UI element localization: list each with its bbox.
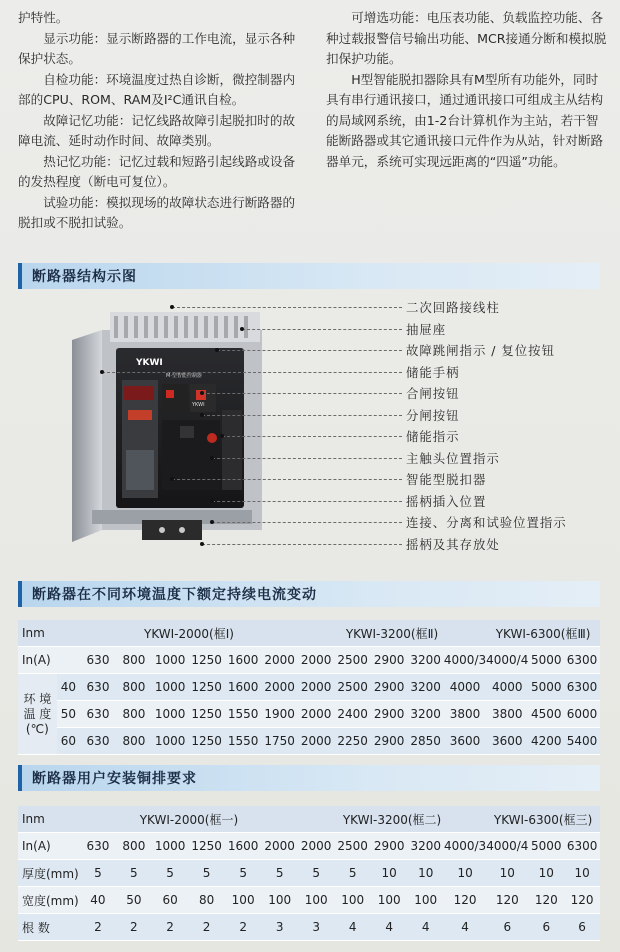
frame-header: YKWI-6300(框Ⅲ): [486, 620, 600, 647]
leader-line: [172, 307, 402, 308]
table-cell: 10: [371, 860, 408, 887]
diagram-label: 储能手柄: [406, 364, 460, 380]
temperature-value: 50: [57, 701, 80, 728]
table-cell: 2250: [334, 728, 371, 755]
table-cell: 2000: [298, 833, 335, 860]
diagram-label: 摇柄及其存放处: [406, 536, 500, 552]
table-cell: 2850: [407, 728, 444, 755]
table-row: [18, 701, 600, 728]
table-cell: 5000: [528, 674, 564, 701]
section-header-copper-bar: [18, 765, 600, 791]
table-cell: 4: [407, 914, 444, 941]
table-cell: 120: [486, 887, 528, 914]
leader-line: [172, 479, 402, 480]
temperature-value: 40: [57, 674, 80, 701]
leader-line: [212, 501, 402, 502]
table-cell: 4500: [528, 701, 564, 728]
table-cell: 120: [444, 887, 486, 914]
table-cell: 2: [188, 914, 225, 941]
front-logo-label: YKWI: [192, 402, 205, 408]
table-cell: 1250: [188, 833, 225, 860]
table-cell: 80: [188, 887, 225, 914]
table-cell: 1000: [152, 728, 189, 755]
leader-dot: [210, 456, 214, 460]
table-cell: 2000: [261, 833, 298, 860]
diagram-label: 主触头位置指示: [406, 450, 500, 466]
table-cell: 2500: [334, 647, 371, 674]
table-cell: 800: [116, 728, 152, 755]
table-cell: 6300: [564, 647, 600, 674]
paragraph: 试验功能：模拟现场的故障状态进行断路器的脱扣或不脱扣试验。: [18, 194, 296, 230]
leader-dot: [170, 477, 174, 481]
table-cell: 4: [444, 914, 486, 941]
inm-label: Inm: [18, 806, 80, 833]
table-cell: 100: [334, 887, 371, 914]
leader-dot: [200, 542, 204, 546]
table-cell: 6300: [564, 833, 600, 860]
table-cell: 1550: [225, 728, 262, 755]
table-cell: 4000/3: [444, 833, 486, 860]
table-cell: 5000: [528, 647, 564, 674]
leader-dot: [200, 413, 204, 417]
temperature-label-line: (℃): [25, 721, 49, 736]
table-cell: 10: [564, 860, 600, 887]
leader-dot: [240, 327, 244, 331]
table-cell: 3200: [407, 701, 444, 728]
leader-line: [202, 544, 402, 545]
table-cell: 5: [188, 860, 225, 887]
table-cell: 3800: [444, 701, 486, 728]
table-cell: 5: [116, 860, 152, 887]
table-cell: 2: [225, 914, 262, 941]
table-cell: 3200: [407, 833, 444, 860]
table-cell: 5: [298, 860, 335, 887]
table-cell: 1600: [225, 674, 262, 701]
table-cell: 2000: [298, 647, 335, 674]
leader-dot: [170, 305, 174, 309]
diagram-label: 合闸按钮: [406, 386, 460, 401]
table-cell: 100: [298, 887, 335, 914]
table-cell: 4: [371, 914, 408, 941]
leader-dot: [200, 391, 204, 395]
table-cell: 10: [486, 860, 528, 887]
table-row: [18, 833, 600, 860]
temperature-label-line: 环 境: [23, 691, 52, 706]
diagram-label: 二次回路接线柱: [406, 300, 500, 315]
frame-header: YKWI-3200(框二): [298, 806, 486, 833]
temperature-derating-table: [18, 620, 600, 755]
table-cell: 2: [152, 914, 189, 941]
paragraph: H型智能脱扣器除具有M型所有功能外，同时具有串行通讯接口，通过通讯接口可组成主从结构的局域网系统，由1-2台计算机作为主站，若干智能断路器或其它通讯接口元件作为从站，针对断路器单元，系统可实现远距离的“四遥”功能。: [326, 71, 604, 169]
table-cell: 5: [80, 860, 116, 887]
table-cell: 4000: [486, 674, 528, 701]
paragraph: 护特性。: [18, 10, 69, 25]
table-cell: 630: [80, 833, 116, 860]
leader-line: [212, 522, 402, 523]
table-cell: 1550: [225, 701, 262, 728]
paragraph: 可增选功能：电压表功能、负载监控功能、各种过载报警信号输出功能、MCR接通分断和模拟脱扣保护功能。: [326, 10, 607, 66]
table-cell: 2000: [298, 701, 335, 728]
diagram-label: 分闸按钮: [406, 407, 460, 423]
table-row: [18, 647, 600, 674]
table-row: [18, 674, 600, 701]
table-cell: 1750: [261, 728, 298, 755]
table-cell: 1000: [152, 647, 189, 674]
table-cell: 2900: [371, 674, 408, 701]
table-cell: 2: [116, 914, 152, 941]
table-cell: 3200: [407, 674, 444, 701]
paragraph: 热记忆功能：记忆过载和短路引起线路或设备的发热程度（断电可复位）。: [18, 153, 296, 189]
section-title: 断路器用户安装铜排要求: [32, 771, 197, 787]
table-cell: 2000: [298, 728, 335, 755]
table-cell: 1250: [188, 728, 225, 755]
table-cell: 1000: [152, 701, 189, 728]
table-cell: 4000: [444, 674, 486, 701]
table-cell: 630: [80, 674, 116, 701]
table-cell: 60: [152, 887, 189, 914]
table-cell: 1600: [225, 833, 262, 860]
leader-dot: [100, 370, 104, 374]
table-cell: 5: [225, 860, 262, 887]
table-cell: 4000/3: [444, 647, 486, 674]
front-brand-label: YKWI: [136, 358, 163, 368]
paragraph: 自检功能：环境温度过热自诊断，微控制器内部的CPU、ROM、RAM及I²C通讯自检。: [18, 71, 296, 107]
table-cell: 5400: [564, 728, 600, 755]
table-cell: 630: [80, 728, 116, 755]
paragraph: 显示功能：显示断路器的工作电流，显示各种保护状态。: [18, 30, 296, 66]
table-cell: 630: [80, 647, 116, 674]
table-cell: 5: [261, 860, 298, 887]
paragraph: 故障记忆功能：记忆线路故障引起脱扣时的故障电流、延时动作时间、故障类别。: [18, 112, 296, 148]
row-label: 根 数: [18, 914, 80, 941]
copper-bar-table: [18, 806, 600, 941]
table-cell: 2000: [261, 674, 298, 701]
table-cell: 2500: [334, 674, 371, 701]
table-cell: 800: [116, 647, 152, 674]
temperature-label: [18, 674, 57, 755]
table-cell: 2400: [334, 701, 371, 728]
table-cell: 4200: [528, 728, 564, 755]
frame-header: YKWI-2000(框一): [80, 806, 298, 833]
frame-header: YKWI-3200(框Ⅱ): [298, 620, 486, 647]
table-cell: 1000: [152, 833, 189, 860]
breaker-photo: [62, 310, 282, 548]
table-cell: 10: [444, 860, 486, 887]
table-row: [18, 914, 600, 941]
inm-label: Inm: [18, 620, 80, 647]
row-label: 厚度(mm): [18, 860, 80, 887]
section-title: 断路器结构示图: [32, 269, 137, 285]
table-cell: 1600: [225, 647, 262, 674]
table-cell: 5: [334, 860, 371, 887]
table-cell: 2900: [371, 728, 408, 755]
table-cell: 2: [80, 914, 116, 941]
diagram-label: 故障跳闸指示 / 复位按钮: [406, 343, 555, 358]
table-row: [18, 887, 600, 914]
diagram-label: 储能指示: [406, 429, 460, 444]
table-cell: 2900: [371, 833, 408, 860]
table-cell: 6000: [564, 701, 600, 728]
leader-line: [102, 372, 402, 373]
temperature-label-text: [23, 692, 51, 737]
table-cell: 6: [564, 914, 600, 941]
section-title: 断路器在不同环境温度下额定持续电流变动: [32, 587, 317, 603]
table-cell: 630: [80, 701, 116, 728]
row-label: 宽度(mm): [18, 887, 80, 914]
table-cell: 6: [486, 914, 528, 941]
table-cell: 40: [80, 887, 116, 914]
leader-dot: [215, 348, 219, 352]
table-cell: 1900: [261, 701, 298, 728]
table-cell: 800: [116, 833, 152, 860]
table-cell: 6: [528, 914, 564, 941]
leader-line: [222, 436, 402, 437]
table-cell: 3: [298, 914, 335, 941]
leader-line: [212, 458, 402, 459]
leader-line: [202, 393, 402, 394]
section-header-structure: [18, 263, 600, 289]
diagram-label: 抽屉座: [406, 321, 447, 337]
table-cell: 100: [371, 887, 408, 914]
diagram-label: 智能型脱扣器: [406, 472, 487, 487]
leader-dot: [210, 520, 214, 524]
table-row: [18, 860, 600, 887]
table-cell: 1000: [152, 674, 189, 701]
table-cell: 3: [261, 914, 298, 941]
table-cell: 50: [116, 887, 152, 914]
table-cell: 1250: [188, 647, 225, 674]
leader-dot: [220, 434, 224, 438]
table-cell: 100: [407, 887, 444, 914]
diagram-label: 摇柄插入位置: [406, 493, 487, 509]
table-header-row: [18, 806, 600, 833]
section-header-temperature: [18, 581, 600, 607]
table-cell: 4: [334, 914, 371, 941]
frame-header: YKWI-6300(框三): [486, 806, 600, 833]
frame-header: YKWI-2000(框Ⅰ): [80, 620, 298, 647]
table-cell: 2500: [334, 833, 371, 860]
table-cell: 2900: [371, 647, 408, 674]
table-cell: 5000: [528, 833, 564, 860]
in-label: In(A): [18, 833, 80, 860]
table-cell: 3600: [444, 728, 486, 755]
table-cell: 100: [225, 887, 262, 914]
table-cell: 10: [528, 860, 564, 887]
structure-diagram: [22, 300, 602, 562]
table-cell: 800: [116, 701, 152, 728]
leader-dot: [210, 499, 214, 503]
table-cell: 1250: [188, 674, 225, 701]
front-panel-label: M·型智能控制器: [166, 373, 202, 379]
table-cell: 3600: [486, 728, 528, 755]
table-cell: 6300: [564, 674, 600, 701]
table-header-row: [18, 620, 600, 647]
table-cell: 100: [261, 887, 298, 914]
table-cell: 5: [152, 860, 189, 887]
table-cell: 2000: [298, 674, 335, 701]
table-cell: 4000/4: [486, 833, 528, 860]
temperature-label-line: 温 度: [23, 706, 52, 721]
leader-line: [217, 350, 402, 351]
table-cell: 120: [564, 887, 600, 914]
in-label: In(A): [18, 647, 80, 674]
table-cell: 1250: [188, 701, 225, 728]
leader-line: [202, 415, 402, 416]
table-cell: 3800: [486, 701, 528, 728]
diagram-label: 连接、分离和试验位置指示: [406, 515, 567, 530]
table-cell: 800: [116, 674, 152, 701]
table-cell: 120: [528, 887, 564, 914]
table-cell: 3200: [407, 647, 444, 674]
table-row: [18, 728, 600, 755]
table-cell: 10: [407, 860, 444, 887]
temperature-value: 60: [57, 728, 80, 755]
leader-line: [242, 329, 402, 330]
intro-right-column: [326, 8, 608, 172]
table-cell: 2900: [371, 701, 408, 728]
table-cell: 4000/4: [486, 647, 528, 674]
table-cell: 2000: [261, 647, 298, 674]
intro-left-column: [18, 8, 302, 234]
